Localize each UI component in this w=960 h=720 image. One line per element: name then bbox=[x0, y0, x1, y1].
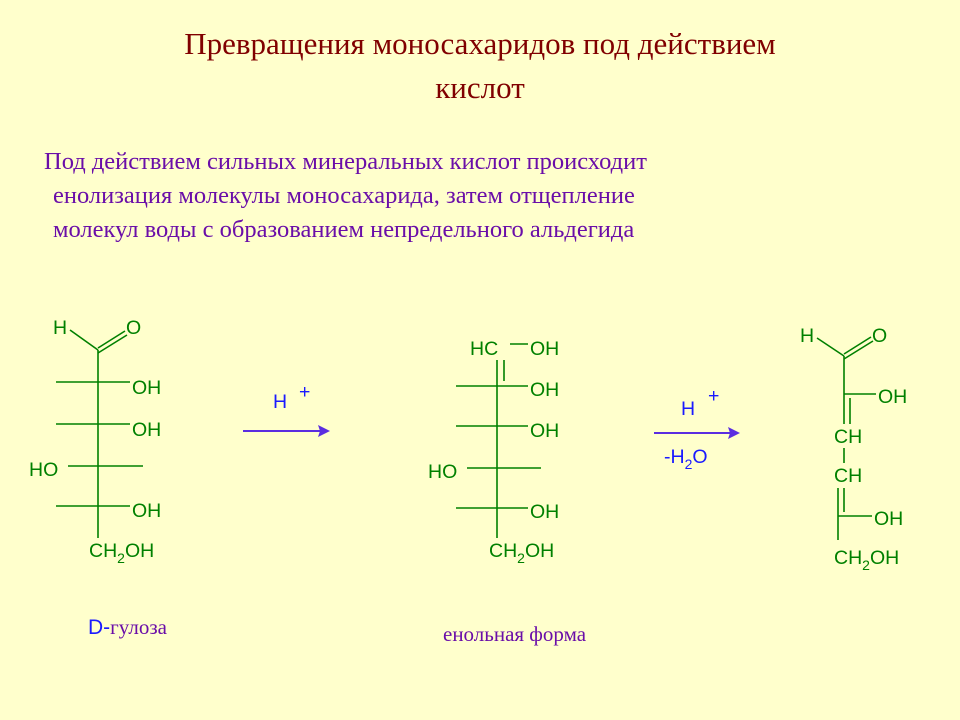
paragraph-line-2: енолизация молекулы моносахарида, затем отщепление bbox=[53, 182, 635, 209]
enol-structure bbox=[428, 338, 587, 646]
first-arrow-charge: + bbox=[299, 381, 311, 403]
enol-ho: HO bbox=[428, 461, 458, 483]
enol-oh-0: OH bbox=[530, 338, 560, 360]
product-ch-2: CH bbox=[834, 465, 863, 487]
gulose-aldehyde-o: O bbox=[126, 317, 142, 339]
gulose-oh-1: OH bbox=[132, 377, 162, 399]
second-arrow-reagent: H bbox=[681, 398, 696, 420]
gulose-ho: HO bbox=[29, 459, 59, 481]
paragraph-line-3: молекул воды с образованием непредельного альдегида bbox=[53, 216, 635, 243]
enol-oh-1: OH bbox=[530, 379, 560, 401]
product-aldehyde-o: O bbox=[872, 325, 888, 347]
second-reaction-arrow bbox=[654, 385, 740, 472]
gulose-double-bond-o bbox=[98, 331, 127, 353]
product-double-bond-o bbox=[844, 337, 873, 359]
product-bond-h bbox=[817, 338, 844, 356]
gulose-structure bbox=[29, 317, 168, 639]
gulose-oh-3: OH bbox=[132, 500, 162, 522]
first-arrow-reagent: H bbox=[273, 391, 288, 413]
title-line-2: кислот bbox=[435, 70, 525, 105]
enol-oh-3: OH bbox=[530, 501, 560, 523]
product-oh-1: OH bbox=[878, 386, 908, 408]
gulose-bond-h bbox=[70, 330, 98, 350]
product-oh-2: OH bbox=[874, 508, 904, 530]
product-ch-1: CH bbox=[834, 426, 863, 448]
gulose-oh-2: OH bbox=[132, 419, 162, 441]
product-ch2oh: $CH_2OH$ bbox=[834, 547, 900, 573]
gulose-ch2oh: $CH_2OH$ bbox=[89, 540, 155, 566]
product-aldehyde-h: H bbox=[800, 325, 815, 347]
gulose-aldehyde-h: H bbox=[53, 317, 68, 339]
enol-hc: HC bbox=[470, 338, 499, 360]
enol-oh-2: OH bbox=[530, 420, 560, 442]
paragraph-line-1: Под действием сильных минеральных кислот происходит bbox=[44, 148, 647, 175]
title-line-1: Превращения моносахаридов под действием bbox=[184, 26, 776, 61]
enol-ch2oh: $CH_2OH$ bbox=[489, 540, 555, 566]
first-reaction-arrow bbox=[243, 381, 330, 437]
product-structure bbox=[800, 325, 907, 573]
enol-caption: енольная форма bbox=[443, 622, 587, 646]
gulose-caption: D-гулоза bbox=[88, 615, 167, 639]
second-arrow-water-loss: $-H_2O$ bbox=[664, 446, 708, 472]
second-arrow-charge: + bbox=[708, 385, 720, 407]
